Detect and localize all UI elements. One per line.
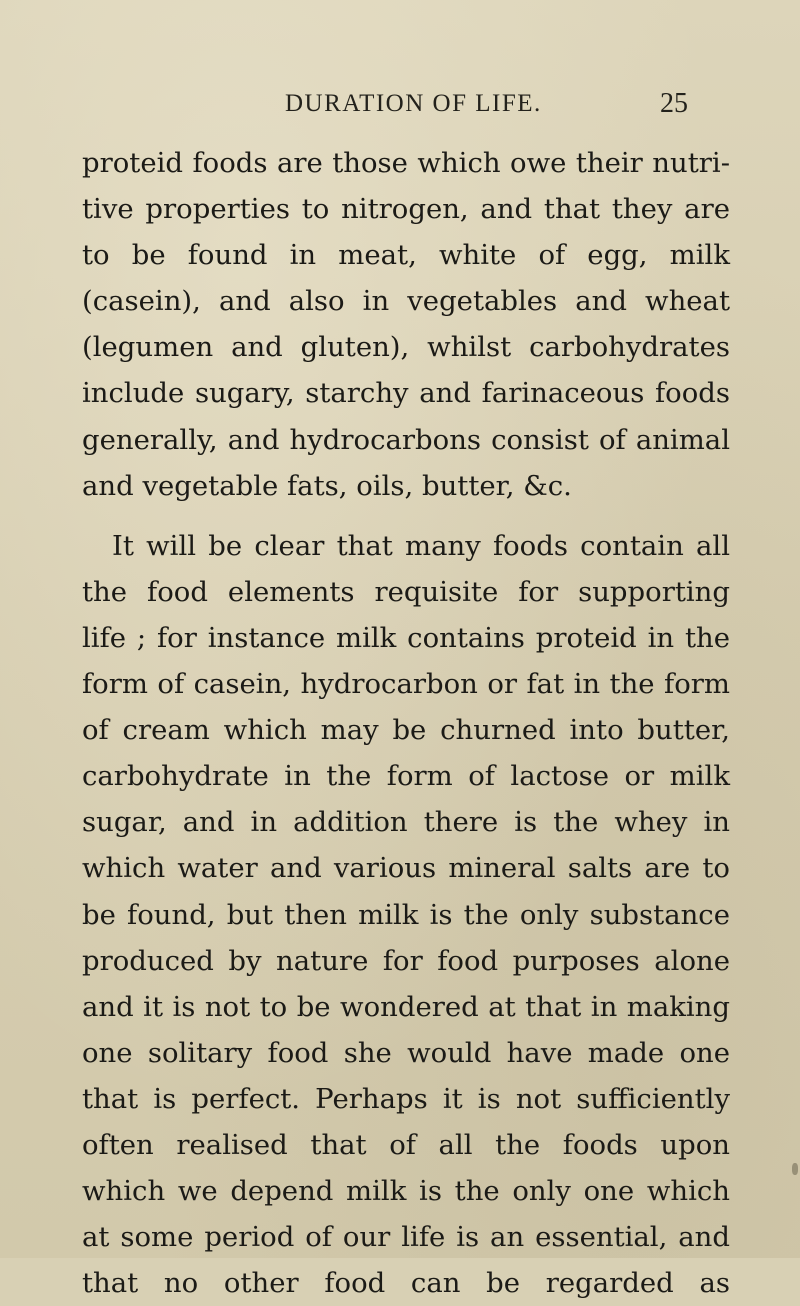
text-line: life ; for instance milk contains proteid in the [82, 621, 730, 654]
running-title: DURATION OF LIFE. [285, 90, 542, 117]
text-line: generally, and hydrocarbons consist of animal [82, 423, 730, 456]
paper-speck [792, 1163, 798, 1175]
body-text [82, 140, 730, 1306]
text-line: which we depend milk is the only one which [82, 1175, 730, 1208]
text-line: and it is not to be wondered at that in making [82, 990, 730, 1023]
text-line: (casein), and also in vegetables and wheat [82, 285, 730, 318]
text-line: sugar, and in addition there is the whey in [82, 806, 730, 839]
text-line: that no other food can be regarded as [82, 1267, 730, 1300]
running-head [0, 88, 800, 128]
text-line: form of casein, hydrocarbon or fat in the form [82, 668, 730, 701]
page-number: 25 [660, 88, 688, 119]
text-line: often realised that of all the foods upon [82, 1128, 730, 1161]
text-line: include sugary, starchy and farinaceous foods [82, 377, 730, 410]
paragraph-1 [82, 140, 730, 509]
paragraph-2 [82, 523, 730, 1306]
text-line: (legumen and gluten), whilst carbohydrates [82, 331, 730, 364]
text-line: at some period of our life is an essential, and [82, 1221, 730, 1254]
text-line: of cream which may be churned into butter, [82, 714, 730, 747]
text-line: produced by nature for food purposes alone [82, 944, 730, 977]
text-line: that is perfect. Perhaps it is not sufficiently [82, 1082, 730, 1115]
text-line: one solitary food she would have made one [82, 1036, 730, 1069]
text-line: the food elements requisite for supporting [82, 575, 730, 608]
text-line: carbohydrate in the form of lactose or milk [82, 760, 730, 793]
text-line: be found, but then milk is the only substance [82, 898, 730, 931]
paragraph-gap [82, 509, 730, 523]
text-line: proteid foods are those which owe their nutri- [82, 147, 730, 179]
text-line: It will be clear that many foods contain all [112, 529, 730, 562]
text-line: and vegetable fats, oils, butter, &c. [82, 469, 572, 502]
text-line: to be found in meat, white of egg, milk [82, 239, 730, 272]
text-line: which water and various mineral salts are to [82, 852, 730, 885]
text-line: tive properties to nitrogen, and that they are [82, 193, 730, 226]
